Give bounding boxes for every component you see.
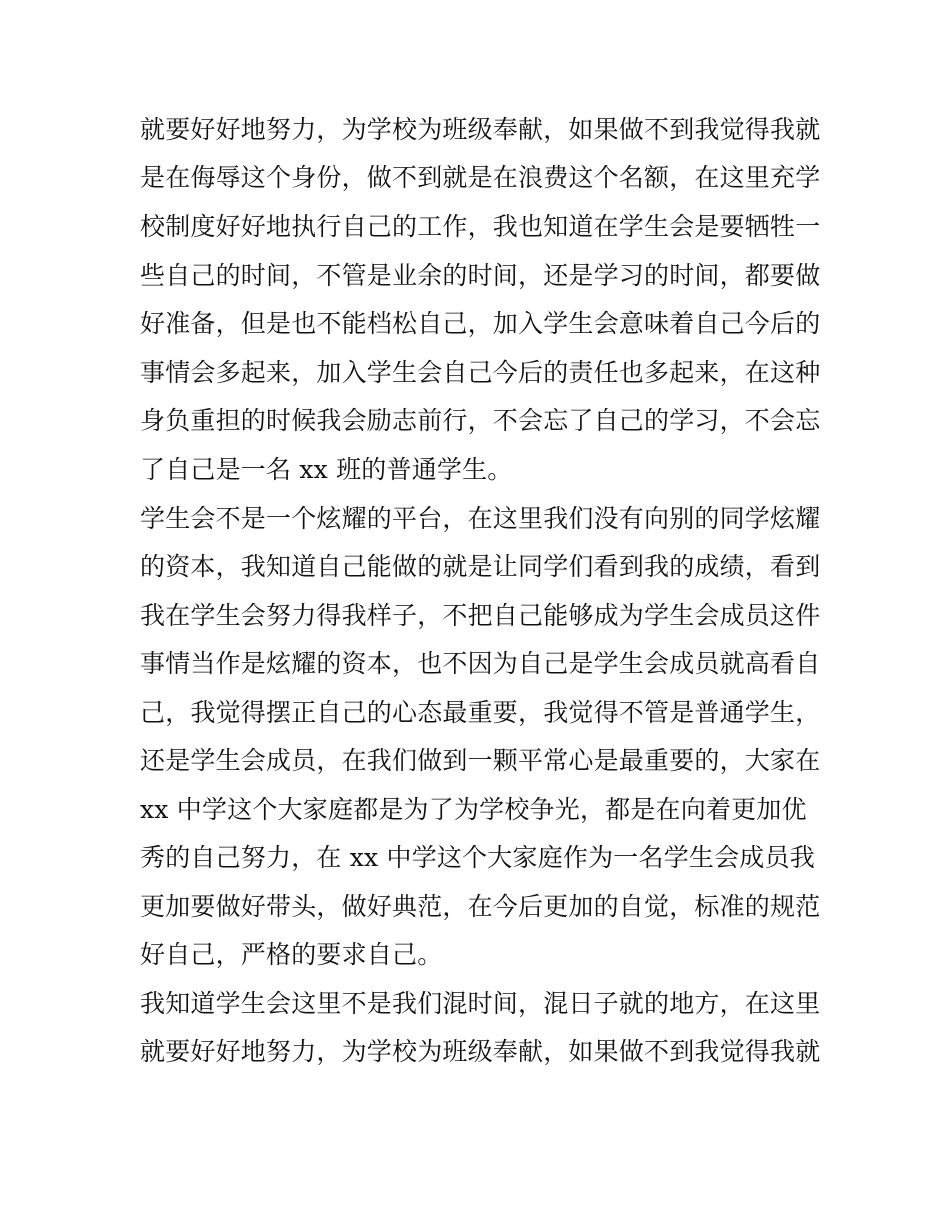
text-line: 好准备，但是也不能档松自己，加入学生会意味着自己今后的 [140, 309, 821, 338]
text-line: 就要好好地努力，为学校为班级奉献，如果做不到我觉得我就 [140, 115, 821, 144]
text-line: 事情当作是炫耀的资本，也不因为自己是学生会成员就高看自 [140, 649, 821, 678]
text-line: 些自己的时间，不管是业余的时间，还是学习的时间，都要做 [140, 261, 821, 290]
text-line: 我在学生会努力得我样子，不把自己能够成为学生会成员这件 [140, 601, 821, 630]
text-line: xx 中学这个大家庭都是为了为学校争光，都是在向着更加优 [140, 795, 807, 824]
text-line: 身负重担的时候我会励志前行，不会忘了自己的学习，不会忘 [140, 406, 821, 435]
text-line: 学生会不是一个炫耀的平台，在这里我们没有向别的同学炫耀 [140, 504, 821, 533]
text-line: 就要好好地努力，为学校为班级奉献，如果做不到我觉得我就 [140, 1037, 821, 1066]
text-line: 校制度好好地执行自己的工作，我也知道在学生会是要牺牲一 [140, 212, 821, 241]
text-line: 还是学生会成员，在我们做到一颗平常心是最重要的，大家在 [140, 746, 821, 775]
text-line: 更加要做好带头，做好典范，在今后更加的自觉，标准的规范 [140, 892, 821, 921]
text-line: 好自己，严格的要求自己。 [140, 940, 443, 969]
text-line: 的资本，我知道自己能做的就是让同学们看到我的成绩，看到 [140, 552, 821, 581]
text-line: 了自己是一名 xx 班的普通学生。 [140, 455, 513, 484]
text-line: 我知道学生会这里不是我们混时间，混日子就的地方，在这里 [140, 989, 821, 1018]
text-line: 己，我觉得摆正自己的心态最重要，我觉得不管是普通学生， [140, 698, 821, 727]
text-line: 秀的自己努力，在 xx 中学这个大家庭作为一名学生会成员我 [140, 843, 815, 872]
text-line: 是在侮辱这个身份，做不到就是在浪费这个名额，在这里充学 [140, 163, 821, 192]
text-line: 事情会多起来，加入学生会自己今后的责任也多起来，在这种 [140, 358, 821, 387]
